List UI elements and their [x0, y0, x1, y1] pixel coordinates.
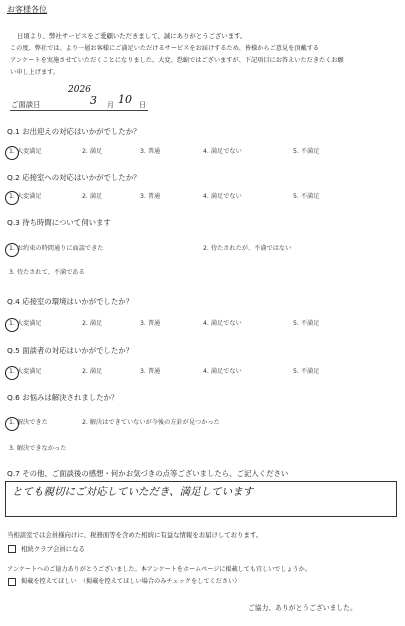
day-suffix: 日 [139, 101, 146, 109]
q3-option-3[interactable]: 3. 待たされて、不満である [9, 269, 85, 276]
q4-title: Q.4 応接室の環境はいかがでしたか？ [7, 297, 134, 306]
q5-title: Q.5 面談者の対応はいかがでしたか？ [7, 346, 134, 355]
club-checkbox[interactable] [8, 545, 16, 553]
publish-checkbox-label: 掲載を控えてほしい （掲載を控えてほしい場合のみチェックをしてください） [21, 578, 241, 585]
intro-line-2: この度、弊社では、より一層お客様にご満足いただけるサービスをお届けするため、皆様からご意見を頂戴する [10, 45, 320, 52]
q5-option-2[interactable]: 2. 満足 [82, 368, 103, 375]
q3-option-1[interactable]: 1. お約束の時間通りに面談できた [9, 245, 104, 252]
q7-title: Q.7 その他、ご面談後の感想・何かお気づきの点等ございましたら、ご記入ください [7, 469, 289, 478]
date-underline [10, 110, 148, 111]
q6-option-2[interactable]: 2. 解決はできていないが今後の方針が見つかった [82, 419, 220, 426]
publish-text: アンケートへのご協力ありがとうございました。本アンケートをホームページに掲載しても宜しいでしょうか。 [7, 566, 311, 573]
q6-title: Q.6 お悩みは解決されましたか？ [7, 393, 119, 402]
q6-option-1[interactable]: 1. 解決できた [9, 419, 48, 426]
club-checkbox-label: 相続クラブ会員になる [21, 545, 85, 553]
q4-option-5[interactable]: 5. 不満足 [293, 320, 320, 327]
visit-month: 3 [90, 94, 97, 107]
intro-line-3: アンケートを実施させていただくことになりました。大変、恐縮ではございますが、下記項目にお答えいただきたくお願 [10, 57, 344, 64]
q5-option-4[interactable]: 4. 満足でない [203, 368, 242, 375]
month-suffix: 月 [107, 101, 114, 109]
q1-option-4[interactable]: 4. 満足でない [203, 148, 242, 155]
intro-line-4: い申し上げます。 [10, 69, 60, 76]
q2-option-2[interactable]: 2. 満足 [82, 193, 103, 200]
q2-title: Q.2 応接室への対応はいかがでしたか？ [7, 173, 141, 182]
q2-option-3[interactable]: 3. 普通 [140, 193, 161, 200]
q2-option-4[interactable]: 4. 満足でない [203, 193, 242, 200]
q1-option-1[interactable]: 1. 大変満足 [9, 148, 42, 155]
q5-option-3[interactable]: 3. 普通 [140, 368, 161, 375]
q7-answer-text: とても親切にご対応していただき、満足しています [12, 486, 254, 498]
q4-option-1[interactable]: 1. 大変満足 [9, 320, 42, 327]
closing-text: ご協力、ありがとうございました。 [248, 604, 357, 612]
q4-option-3[interactable]: 3. 普通 [140, 320, 161, 327]
q1-option-5[interactable]: 5. 不満足 [293, 148, 320, 155]
q1-title: Q.1 お出迎えの対応はいかがでしたか？ [7, 127, 141, 136]
q5-option-5[interactable]: 5. 不満足 [293, 368, 320, 375]
info-text: 当相談室では会員様向けに、税務面等を含めた相続に有益な情報をお届けしております。 [7, 531, 263, 539]
visit-year: 2026 [68, 85, 91, 95]
q5-option-1[interactable]: 1. 大変満足 [9, 368, 42, 375]
publish-checkbox[interactable] [8, 578, 16, 586]
visit-date-label: ご面談日 [11, 100, 41, 109]
salutation: お客様各位 [7, 5, 47, 14]
intro-line-1: 日頃より、弊社サービスをご愛顧いただきまして、誠にありがとうございます。 [17, 32, 247, 40]
q6-option-3[interactable]: 3. 解決できなかった [9, 445, 67, 452]
q2-option-5[interactable]: 5. 不満足 [293, 193, 320, 200]
q4-option-4[interactable]: 4. 満足でない [203, 320, 242, 327]
q4-option-2[interactable]: 2. 満足 [82, 320, 103, 327]
q2-option-1[interactable]: 1. 大変満足 [9, 193, 42, 200]
q1-option-2[interactable]: 2. 満足 [82, 148, 103, 155]
q1-option-3[interactable]: 3. 普通 [140, 148, 161, 155]
q3-option-2[interactable]: 2. 待たされたが、不満ではない [203, 245, 292, 252]
q3-title: Q.3 待ち時間について伺います [7, 218, 111, 227]
visit-day: 10 [118, 93, 132, 106]
